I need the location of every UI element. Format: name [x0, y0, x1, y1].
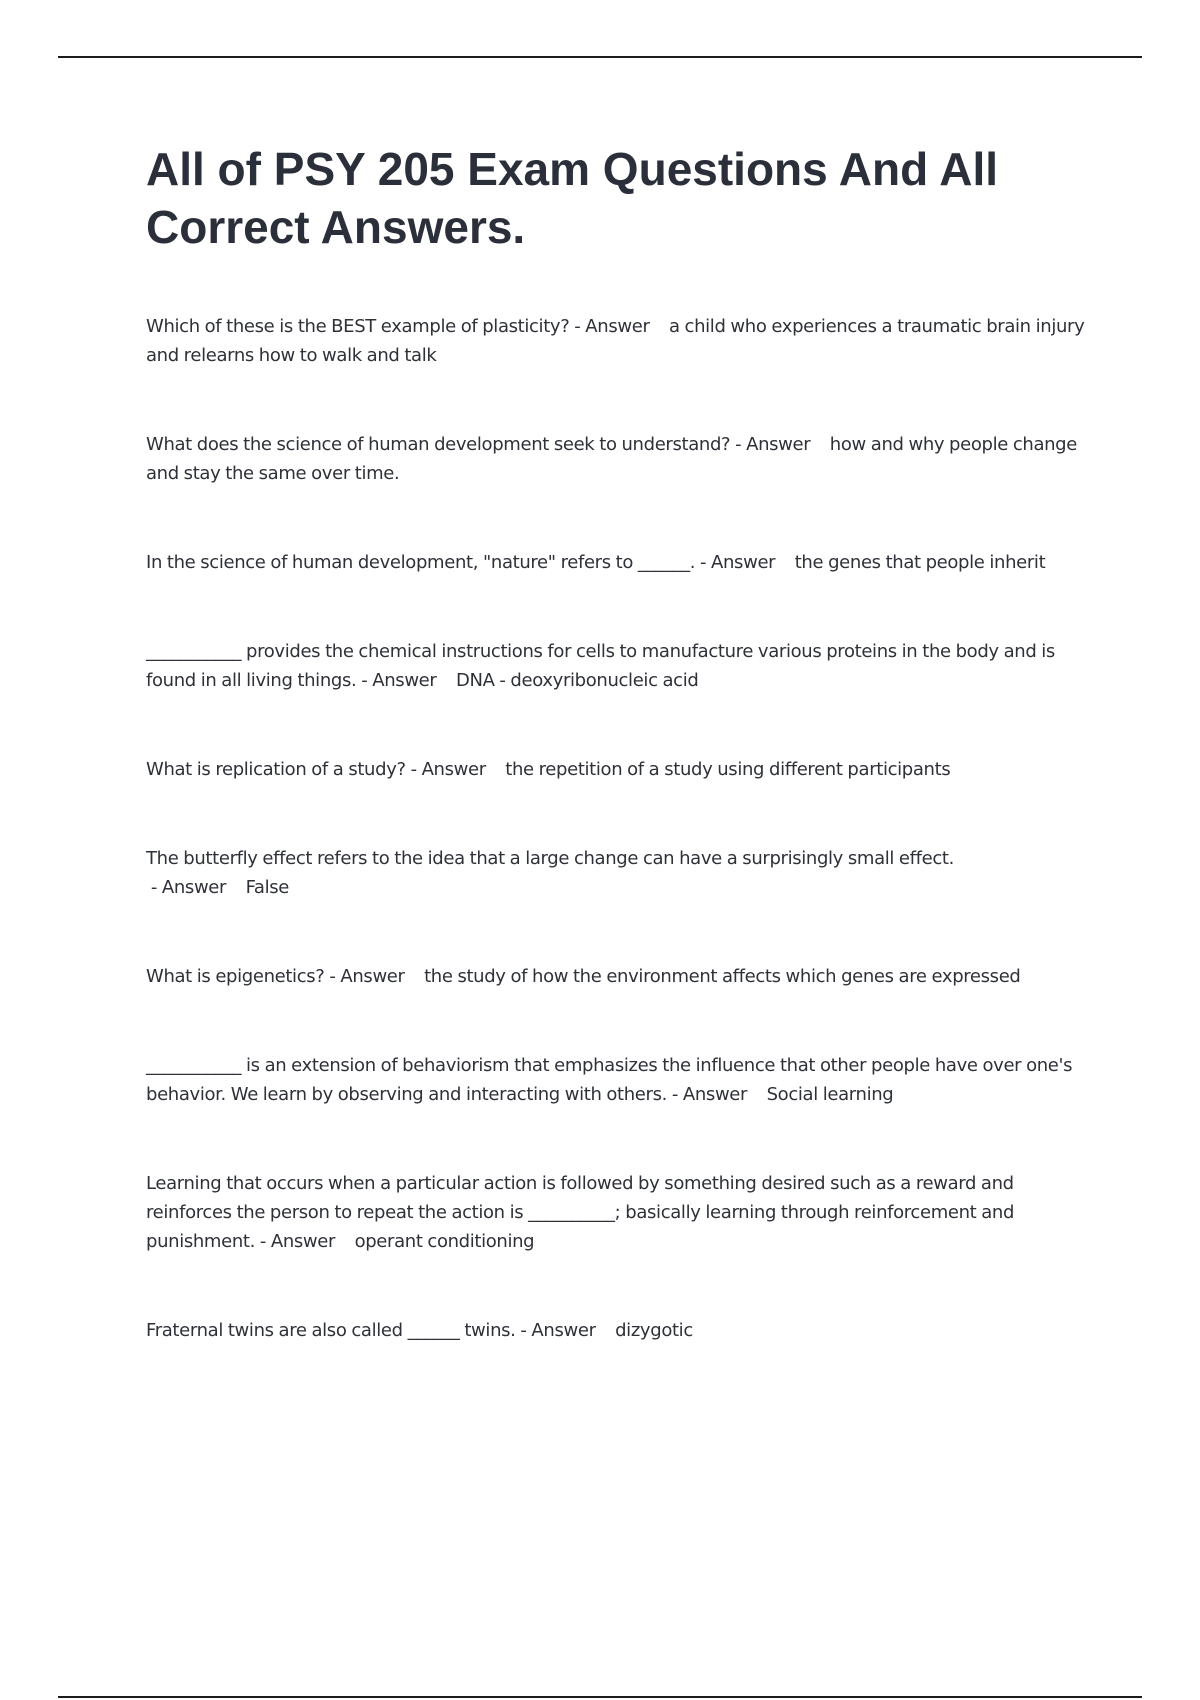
answer-text: Social learning: [766, 1084, 894, 1105]
qa-item: [146, 844, 1088, 902]
answer-label: - Answer: [667, 1084, 767, 1105]
question-text: Learning that occurs when a particular action is followed by something desired such as a reward and reinforces the person to repeat the action is __________; basically learning through reinforcement and punishment.: [146, 1173, 1015, 1252]
question-text: What is replication of a study?: [146, 759, 406, 780]
document-title: All of PSY 205 Exam Questions And All Correct Answers.: [146, 143, 999, 253]
answer-text: the repetition of a study using different participants: [505, 759, 951, 780]
answer-text: how and why people change and stay the same over time.: [146, 434, 1077, 484]
answer-label: - Answer: [515, 1320, 616, 1341]
qa-item: [146, 312, 1088, 370]
answer-text: operant conditioning: [354, 1231, 535, 1252]
answer-text: False: [245, 877, 290, 898]
answer-text: a child who experiences a traumatic brain injury and relearns how to walk and talk: [146, 316, 1085, 366]
answer-label: - Answer: [356, 670, 456, 691]
qa-item: [146, 962, 1088, 991]
answer-text: DNA - deoxyribonucleic acid: [455, 670, 699, 691]
qa-item: [146, 548, 1088, 577]
answer-text: the genes that people inherit: [794, 552, 1046, 573]
bottom-rule: [58, 1696, 1142, 1698]
answer-label: - Answer: [254, 1231, 355, 1252]
qa-item: [146, 1169, 1088, 1256]
qa-item: [146, 1051, 1088, 1109]
answer-label: - Answer: [695, 552, 795, 573]
qa-item: [146, 637, 1088, 695]
question-text: What does the science of human development seek to understand?: [146, 434, 731, 455]
question-text: ___________ is an extension of behaviorism that emphasizes the influence that other people have over one's behavior. We learn by observing and interacting with others.: [146, 1055, 1073, 1105]
question-text: In the science of human development, "nature" refers to ______.: [146, 552, 696, 573]
answer-text: dizygotic: [615, 1320, 693, 1341]
top-rule: [58, 56, 1142, 58]
answer-label: - Answer: [405, 759, 506, 780]
answer-label: - Answer: [324, 966, 425, 987]
document-body: [146, 140, 1088, 1405]
question-text: The butterfly effect refers to the idea that a large change can have a surprisingly small effect.: [146, 848, 954, 869]
answer-text: the study of how the environment affects which genes are expressed: [424, 966, 1021, 987]
qa-item: [146, 755, 1088, 784]
question-text: Which of these is the BEST example of plasticity?: [146, 316, 570, 337]
answer-label: - Answer: [730, 434, 830, 455]
question-text: Fraternal twins are also called ______ twins.: [146, 1320, 516, 1341]
answer-label: - Answer: [569, 316, 669, 337]
question-text: ___________ provides the chemical instructions for cells to manufacture various proteins in the body and is found in all living things.: [146, 641, 1055, 691]
question-text: What is epigenetics?: [146, 966, 325, 987]
answer-label: - Answer: [146, 877, 246, 898]
qa-item: [146, 1316, 1088, 1345]
qa-item: [146, 430, 1088, 488]
